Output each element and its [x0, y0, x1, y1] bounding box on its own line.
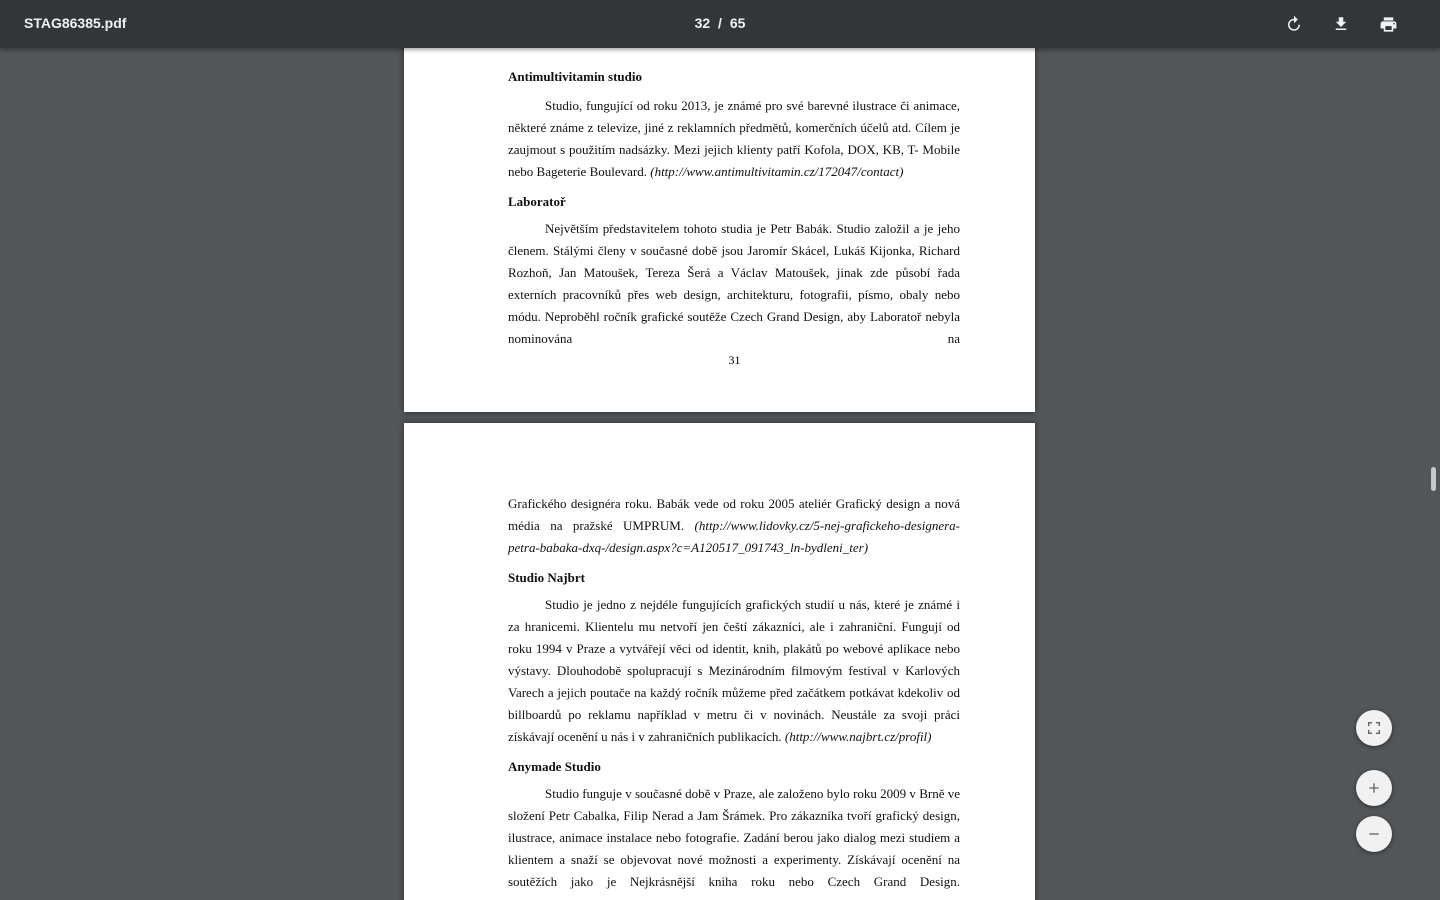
download-button[interactable] — [1325, 8, 1357, 40]
total-pages: 65 — [729, 15, 746, 31]
file-name: STAG86385.pdf — [24, 15, 127, 31]
page-indicator — [0, 15, 1440, 31]
page-separator: / — [718, 15, 722, 31]
fit-to-page-button[interactable] — [1356, 710, 1392, 746]
paragraph-text: Studio, fungující od roku 2013, je známé pro své barevné ilustrace či animace, některé známe z televize, jiné z reklamních předmětů, komerčních účelů atd. Cílem je zaujmout s použitím nadsázky. Mezi jejich klienty patří Kofola, DOX, KB, T- Mobile nebo Bageterie Boulevard. — [508, 98, 960, 179]
paragraph-text: Studio je jedno z nejdéle fungujících grafických studií u nás, které je známé i za hranicemi. Klientelu mu netvoří jen čeští zákazníci, ale i zahraniční. Fungují od roku 1994 v Praze a vytvářejí věci od identit, knih, plakátů po webové aplikace nebo výstavy. Dlouhodobě spolupracují s Mezinárodním filmovým festival v Karlových Varech a jejich poutače na každý ročník můžeme před začátkem potkávat kdekoliv od billboardů po reklamu například v metru či v novinách. Neustále za svoji práci získávají ocenění u nás i v zahraničních publikacích. — [508, 597, 960, 744]
paragraph-text: Grafického designéra roku. Babák vede od roku 2005 ateliér Grafický design a nová média na pražské UMPRUM. — [508, 496, 960, 533]
download-icon — [1332, 15, 1350, 33]
rotate-button[interactable] — [1278, 8, 1310, 40]
reference-url: (http://www.najbrt.cz/profil) — [784, 729, 932, 744]
scrollbar-thumb[interactable] — [1431, 467, 1436, 491]
print-icon — [1379, 15, 1398, 34]
zoom-in-button[interactable] — [1356, 770, 1392, 806]
page-31-content — [508, 69, 960, 350]
heading-anymade: Anymade Studio — [508, 759, 601, 774]
zoom-out-icon — [1366, 826, 1382, 842]
current-page[interactable]: 32 — [694, 15, 711, 31]
heading-antimultivitamin: Antimultivitamin studio — [508, 69, 642, 84]
reference-url: (http://www.antimultivitamin.cz/172047/contact) — [650, 164, 904, 179]
fit-to-page-icon — [1366, 720, 1382, 736]
page-32-content — [508, 493, 960, 893]
paragraph-anymade: Studio funguje v současné době v Praze, ale založeno bylo roku 2009 v Brně ve složení Petr Cabalka, Filip Nerad a Jam Šrámek. Pro zákazníka tvoří grafický design, ilustrace, animace instalace nebo fotografie. Zadání berou jako dialog mezi studiem a klientem a snaží se objevovat nové možnosti a experimenty. Získávají ocenění na soutěžích jako je Nejkrásnější kniha roku nebo Czech Grand Design. — [508, 786, 960, 889]
page-number: 31 — [728, 353, 741, 367]
heading-najbrt: Studio Najbrt — [508, 570, 585, 585]
paragraph-continued — [508, 493, 960, 559]
zoom-out-button[interactable] — [1356, 816, 1392, 852]
heading-laboratory: Laboratoř — [508, 194, 566, 209]
reference-url: (http://www.lidovky.cz/5-nej-grafickeho-designera-petra-babaka-dxq-/design.aspx?c=A120517_091743_ln-bydleni_ter) — [508, 518, 960, 555]
print-button[interactable] — [1372, 8, 1404, 40]
document-viewer[interactable] — [0, 48, 1440, 900]
pdf-page-32 — [404, 423, 1035, 900]
rotate-icon — [1285, 15, 1303, 33]
pdf-page-31 — [404, 48, 1035, 412]
zoom-in-icon — [1366, 780, 1382, 796]
paragraph-laboratory: Největším představitelem tohoto studia je Petr Babák. Studio založil a je jeho členem. Stálými členy v současné době jsou Jaromír Skácel, Lukáš Kijonka, Richard Rozhoň, Jan Matoušek, Tereza Šerá a Václav Matoušek, jinak zde působí řada externích pracovníků přes web design, architekturu, fotografii, písmo, obaly nebo módu. Neproběhl ročník grafické soutěže Czech Grand Design, aby Laboratoř nebyla nominována na — [508, 221, 960, 346]
paragraph-najbrt — [508, 594, 960, 748]
pdf-toolbar — [0, 0, 1440, 48]
paragraph-antimultivitamin — [508, 95, 960, 183]
